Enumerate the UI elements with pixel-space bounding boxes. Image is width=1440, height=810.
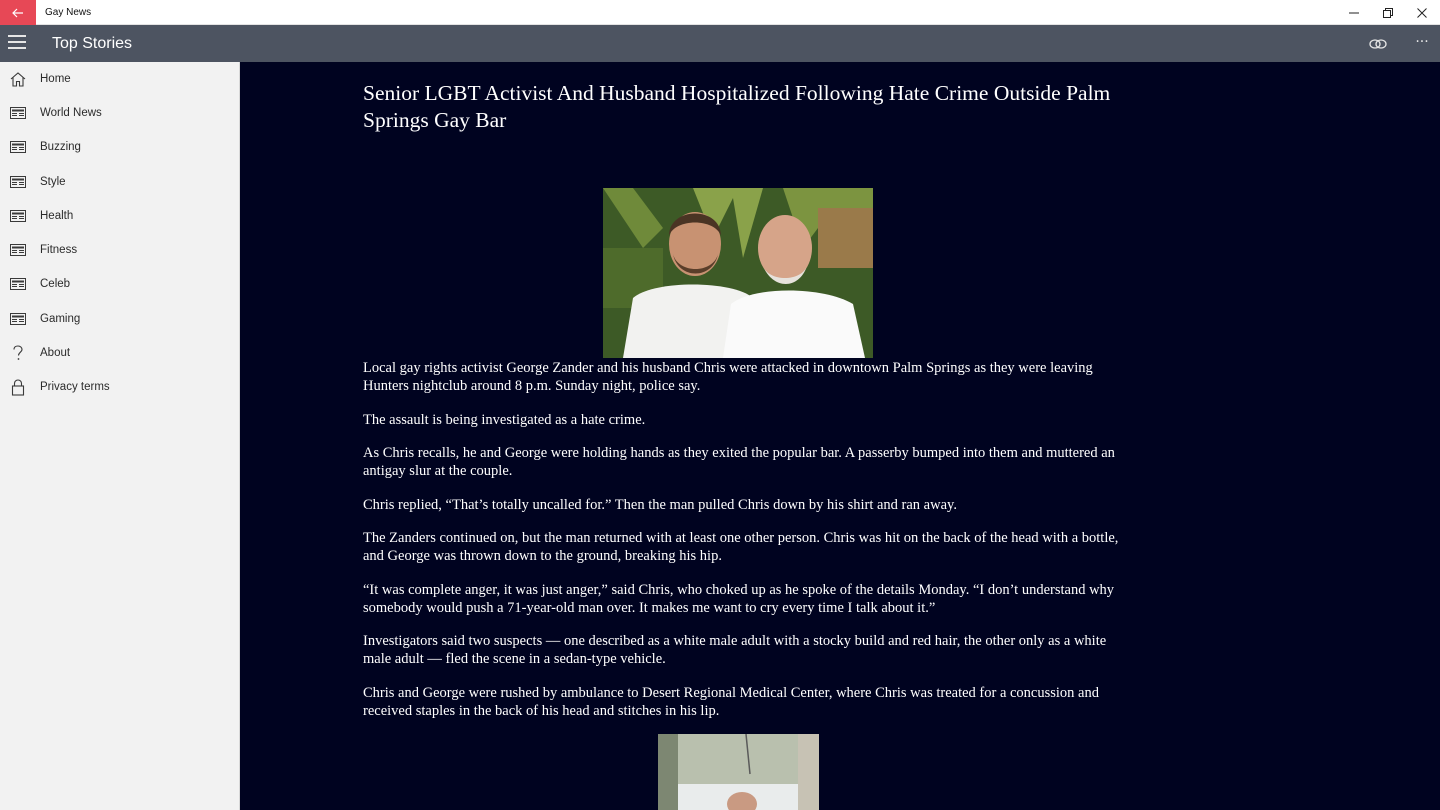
newspaper-icon: [9, 242, 27, 258]
back-button[interactable]: [0, 0, 36, 25]
article-photo-hospital: [658, 734, 819, 810]
sidebar-item-privacy-terms[interactable]: [0, 370, 240, 404]
sidebar-item-style[interactable]: [0, 165, 240, 199]
article-paragraph: The assault is being investigated as a hate crime.: [363, 411, 646, 428]
sidebar-item-gaming[interactable]: [0, 302, 240, 336]
back-arrow-icon: [12, 8, 24, 18]
article-paragraph: As Chris recalls, he and George were holding hands as they exited the popular bar. A passerby bumped into them and muttered an antigay slur at the couple.: [363, 445, 1115, 479]
minimize-icon: [1349, 8, 1359, 18]
share-button[interactable]: [1366, 32, 1390, 56]
article-photo-couple: [603, 188, 873, 358]
newspaper-icon: [9, 208, 27, 224]
sidebar-item-celeb[interactable]: [0, 267, 240, 301]
article-body: [363, 359, 1123, 735]
sidebar-item-label: Celeb: [40, 278, 71, 290]
question-icon: [9, 345, 27, 361]
sidebar-item-label: Privacy terms: [40, 381, 110, 393]
article-paragraph: Investigators said two suspects — one described as a white male adult with a stocky build and red hair, the other only as a white male adult — fled the scene in a sedan-type vehicle.: [363, 633, 1107, 667]
sidebar-item-buzzing[interactable]: [0, 130, 240, 164]
app-title: Gay News: [45, 7, 92, 18]
sidebar-item-label: Buzzing: [40, 141, 81, 153]
newspaper-icon: [9, 139, 27, 155]
hamburger-line: [8, 41, 26, 43]
article-paragraph: Local gay rights activist George Zander and his husband Chris were attacked in downtown Palm Springs as they were leaving Hunters nightclub around 8 p.m. Sunday night, police say.: [363, 360, 1093, 394]
sidebar-item-label: Style: [40, 176, 66, 188]
hamburger-icon: [8, 35, 26, 37]
sidebar-item-fitness[interactable]: [0, 233, 240, 267]
sidebar-item-label: World News: [40, 107, 102, 119]
share-link-icon: [1369, 37, 1387, 51]
sidebar-nav: [0, 62, 240, 810]
sidebar-item-label: About: [40, 347, 71, 359]
title-bar: [0, 0, 1440, 25]
newspaper-icon: [9, 105, 27, 121]
close-icon: [1417, 8, 1427, 18]
restore-button[interactable]: [1371, 0, 1405, 25]
article-paragraph: The Zanders continued on, but the man returned with at least one other person. Chris was hit on the back of the head with a bottle, and George was thrown down to the ground, breaking his hip.: [363, 530, 1119, 564]
minimize-button[interactable]: [1337, 0, 1371, 25]
article-paragraph: “It was complete anger, it was just anger,” said Chris, who choked up as he spoke of the details Monday. “I don’t understand why somebody would push a 71-year-old man over. It makes me want to cry every time I talk about it.”: [363, 581, 1115, 616]
restore-icon: [1383, 8, 1393, 18]
article-view[interactable]: [240, 62, 1440, 810]
article: [363, 80, 1123, 719]
newspaper-icon: [9, 174, 27, 190]
page-title: Top Stories: [52, 35, 133, 52]
close-button[interactable]: [1405, 0, 1439, 25]
sidebar-item-home[interactable]: [0, 62, 240, 96]
newspaper-icon: [9, 276, 27, 292]
lock-icon: [9, 379, 27, 395]
hamburger-menu-button[interactable]: [8, 35, 28, 53]
article-paragraph: Chris replied, “That’s totally uncalled for.” Then the man pulled Chris down by his shirt and ran away.: [363, 496, 957, 513]
sidebar-item-label: Health: [40, 210, 74, 222]
more-options-button[interactable]: ···: [1415, 34, 1429, 50]
sidebar-item-about[interactable]: [0, 336, 240, 370]
newspaper-icon: [9, 311, 27, 327]
sidebar-item-world-news[interactable]: [0, 96, 240, 130]
article-paragraph: Chris and George were rushed by ambulance to Desert Regional Medical Center, where Chris was treated for a concussion and received staples in the back of his head and stitches in his lip.: [363, 684, 1099, 719]
sidebar-item-label: Gaming: [40, 313, 81, 325]
app-header: [0, 25, 1440, 62]
sidebar-item-label: Home: [40, 73, 71, 85]
hamburger-line: [8, 47, 26, 49]
sidebar-item-label: Fitness: [40, 244, 78, 256]
sidebar-item-health[interactable]: [0, 199, 240, 233]
home-icon: [9, 71, 27, 87]
article-headline: Senior LGBT Activist And Husband Hospitalized Following Hate Crime Outside Palm Springs Gay Bar: [363, 81, 1111, 132]
